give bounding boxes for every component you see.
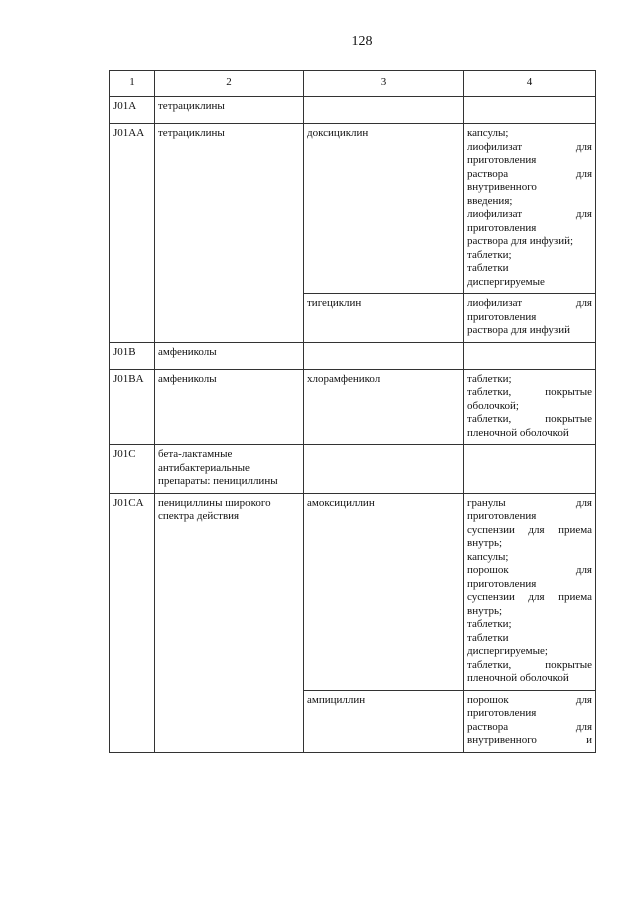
- dosage-form-line: диспергируемые: [467, 275, 545, 288]
- atc-code: J01A: [110, 97, 155, 124]
- atc-code: J01BA: [110, 369, 155, 445]
- drug-name: амоксициллин: [304, 493, 464, 690]
- atc-code: J01CA: [110, 493, 155, 690]
- dosage-forms: [464, 342, 596, 369]
- dosage-form-line: таблетки, покрытые: [467, 386, 592, 398]
- dosage-form-line: гранулы для: [467, 496, 592, 509]
- dosage-form-line: таблетки, покрытые: [467, 413, 592, 425]
- drug-name: [304, 445, 464, 494]
- dosage-form-line: лиофилизат для: [467, 208, 592, 220]
- table-row: [110, 445, 596, 494]
- dosage-forms: [464, 97, 596, 124]
- dosage-form-line: приготовления: [467, 310, 537, 323]
- table-row: [110, 369, 596, 445]
- table-row: [110, 124, 596, 294]
- group-name: бета-лактамные антибактериальные препараты: пенициллины: [155, 445, 304, 494]
- drug-name: тигециклин: [304, 294, 464, 343]
- column-header-1: 1: [110, 71, 155, 97]
- dosage-form-line: приготовления: [467, 577, 537, 590]
- dosage-form-line: оболочкой;: [467, 399, 519, 412]
- dosage-form-line: раствора для: [467, 167, 592, 180]
- dosage-form-line: приготовления: [467, 510, 537, 522]
- dosage-form-line: лиофилизат для: [467, 297, 592, 309]
- drug-name: [304, 97, 464, 124]
- dosage-form-line: капсулы;: [467, 127, 509, 139]
- column-header-3: 3: [304, 71, 464, 97]
- drug-name: [304, 342, 464, 369]
- drug-name: ампициллин: [304, 690, 464, 752]
- dosage-form-line: раствора для: [467, 720, 592, 733]
- group-name: пенициллины широкого спектра действия: [155, 493, 304, 690]
- table-row: [110, 97, 596, 124]
- drug-name: доксициклин: [304, 124, 464, 294]
- atc-code: J01B: [110, 342, 155, 369]
- table-row: [110, 342, 596, 369]
- dosage-forms: [464, 294, 596, 343]
- column-header-4: 4: [464, 71, 596, 97]
- dosage-form-line: раствора для инфузий;: [467, 235, 574, 247]
- column-header-2: 2: [155, 71, 304, 97]
- atc-code: J01AA: [110, 124, 155, 343]
- dosage-form-line: введения;: [467, 194, 513, 207]
- dosage-form-line: таблетки: [467, 631, 509, 644]
- dosage-form-line: порошок для: [467, 564, 592, 576]
- group-name: амфениколы: [155, 342, 304, 369]
- dosage-forms: [464, 124, 596, 294]
- dosage-forms: [464, 493, 596, 690]
- dosage-form-line: таблетки;: [467, 618, 512, 630]
- dosage-forms: [464, 369, 596, 445]
- group-name: амфениколы: [155, 369, 304, 445]
- dosage-form-line: внутривенного: [467, 181, 537, 193]
- dosage-form-line: лиофилизат для: [467, 140, 592, 153]
- dosage-form-line: раствора для инфузий: [467, 324, 570, 336]
- dosage-form-line: таблетки;: [467, 372, 512, 385]
- group-name: тетрациклины: [155, 97, 304, 124]
- dosage-form-line: порошок для: [467, 693, 592, 706]
- dosage-form-line: приготовления: [467, 154, 537, 166]
- dosage-form-line: таблетки, покрытые: [467, 658, 592, 671]
- group-name: [155, 690, 304, 752]
- dosage-form-line: пленочной оболочкой: [467, 426, 569, 439]
- dosage-form-line: приготовления: [467, 221, 537, 234]
- dosage-form-line: суспензии для приема: [467, 523, 592, 536]
- dosage-form-line: суспензии для приема: [467, 591, 592, 603]
- dosage-form-line: приготовления: [467, 707, 537, 719]
- table-row: [110, 690, 596, 752]
- dosage-form-line: капсулы;: [467, 550, 509, 563]
- dosage-forms: [464, 445, 596, 494]
- dosage-form-line: внутрь;: [467, 537, 503, 549]
- dosage-form-line: пленочной оболочкой: [467, 672, 569, 684]
- dosage-form-line: таблетки;: [467, 248, 512, 261]
- dosage-form-line: диспергируемые;: [467, 645, 548, 657]
- drug-name: хлорамфеникол: [304, 369, 464, 445]
- dosage-form-line: внутривенного и: [467, 734, 592, 746]
- dosage-form-line: внутрь;: [467, 604, 503, 617]
- header-row: [110, 71, 596, 97]
- table-row: [110, 493, 596, 690]
- drug-table: [109, 70, 596, 753]
- page-number: 128: [351, 34, 373, 49]
- atc-code: [110, 690, 155, 752]
- dosage-form-line: таблетки: [467, 262, 509, 274]
- dosage-forms: [464, 690, 596, 752]
- atc-code: J01C: [110, 445, 155, 494]
- group-name: тетрациклины: [155, 124, 304, 343]
